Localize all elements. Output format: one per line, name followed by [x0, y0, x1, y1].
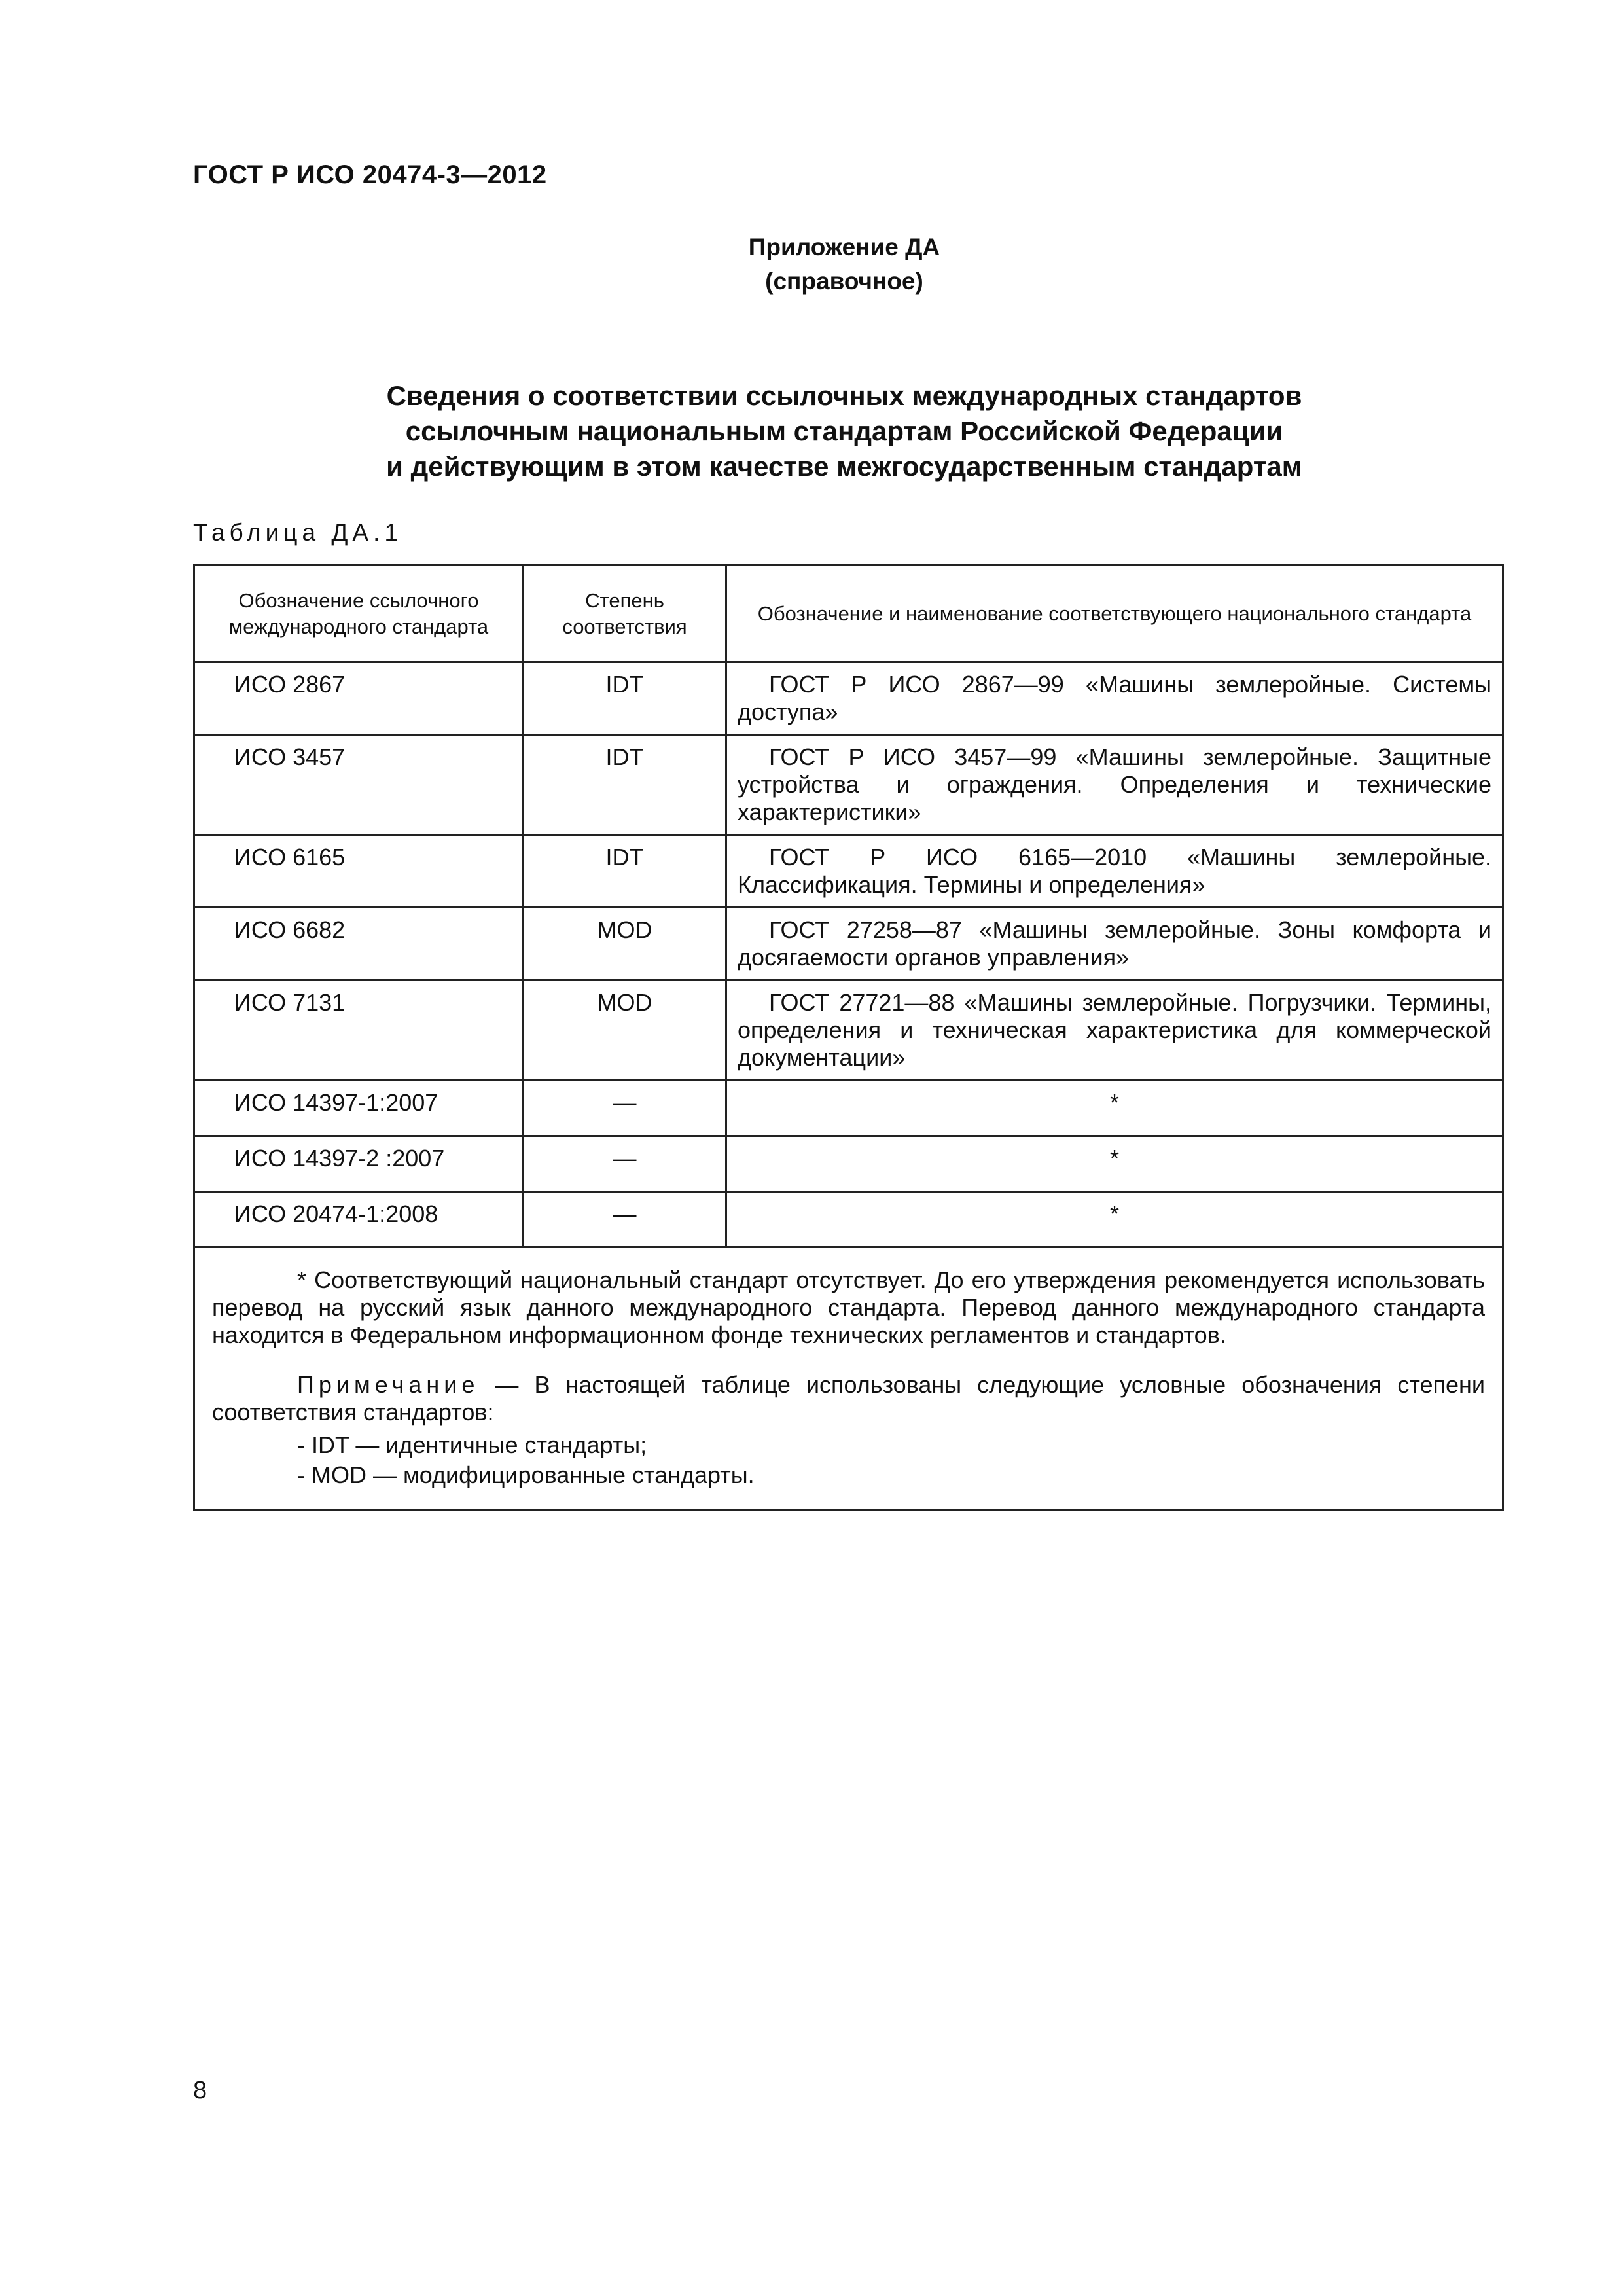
- correspondence-table: [193, 564, 1504, 1511]
- appendix-type: (справочное): [765, 268, 923, 295]
- table-row: [194, 908, 1503, 980]
- cell-international-standard: ИСО 2867: [194, 662, 524, 735]
- appendix-heading: [0, 230, 1623, 298]
- cell-international-standard: ИСО 3457: [194, 735, 524, 835]
- table-row: [194, 735, 1503, 835]
- national-standard-text: ГОСТ 27258—87 «Машины землеройные. Зоны комфорта и досягаемости органов управления»: [738, 916, 1491, 971]
- note-item-idt: - IDT — идентичные стандарты;: [297, 1431, 647, 1458]
- note-label: Примечание: [297, 1371, 480, 1398]
- note-item-mod: - MOD — модифицированные стандарты.: [297, 1462, 755, 1488]
- cell-degree: MOD: [524, 908, 726, 980]
- national-standard-text: ГОСТ 27721—88 «Машины землеройные. Погрузчики. Термины, определения и техническая характеристика для коммерческой документации»: [738, 989, 1491, 1071]
- title-line-3: и действующим в этом качестве межгосударственным стандартам: [386, 451, 1302, 482]
- cell-international-standard: ИСО 14397-2 :2007: [194, 1136, 524, 1192]
- appendix-title: Приложение ДА: [748, 234, 940, 260]
- cell-international-standard: ИСО 6682: [194, 908, 524, 980]
- cell-international-standard: ИСО 6165: [194, 835, 524, 908]
- cell-national-standard: [726, 980, 1503, 1081]
- cell-degree: IDT: [524, 835, 726, 908]
- note-text: — В настоящей таблице использованы следующие условные обозначения степени соответствия стандартов:: [212, 1371, 1485, 1426]
- national-standard-text: ГОСТ Р ИСО 2867—99 «Машины землеройные. Системы доступа»: [738, 671, 1491, 725]
- table-note: [212, 1371, 1485, 1426]
- table-caption: Таблица ДА.1: [193, 519, 402, 546]
- national-standard-text: ГОСТ Р ИСО 3457—99 «Машины землеройные. Защитные устройства и ограждения. Определения и технические характеристики»: [738, 744, 1491, 825]
- cell-international-standard: ИСО 7131: [194, 980, 524, 1081]
- cell-national-standard: [726, 908, 1503, 980]
- table-row: [194, 835, 1503, 908]
- section-title: [0, 378, 1623, 484]
- header-international-standard: Обозначение ссылочного международного стандарта: [194, 565, 524, 662]
- cell-degree: —: [524, 1081, 726, 1136]
- cell-national-standard: *: [726, 1192, 1503, 1247]
- header-national-standard: Обозначение и наименование соответствующего национального стандарта: [726, 565, 1503, 662]
- cell-national-standard: *: [726, 1081, 1503, 1136]
- cell-degree: MOD: [524, 980, 726, 1081]
- national-standard-text: ГОСТ Р ИСО 6165—2010 «Машины землеройные. Классификация. Термины и определения»: [738, 844, 1491, 898]
- table-row: [194, 1192, 1503, 1247]
- cell-degree: IDT: [524, 662, 726, 735]
- table-row: [194, 662, 1503, 735]
- title-line-2: ссылочным национальным стандартам Российской Федерации: [405, 416, 1283, 446]
- cell-national-standard: *: [726, 1136, 1503, 1192]
- cell-national-standard: [726, 662, 1503, 735]
- cell-national-standard: [726, 835, 1503, 908]
- table-header-row: [194, 565, 1503, 662]
- page-number: 8: [193, 2077, 207, 2104]
- cell-international-standard: ИСО 14397-1:2007: [194, 1081, 524, 1136]
- table-notes-cell: [194, 1247, 1503, 1510]
- cell-national-standard: [726, 735, 1503, 835]
- cell-degree: IDT: [524, 735, 726, 835]
- cell-degree: —: [524, 1136, 726, 1192]
- table-row: [194, 1136, 1503, 1192]
- table-footnote: * Соответствующий национальный стандарт отсутствует. До его утверждения рекомендуется использовать перевод на русский язык данного международного стандарта. Перевод данного международного стандарта находится в Федеральном информационном фонде технических регламентов и стандартов.: [212, 1266, 1485, 1348]
- table-row: [194, 980, 1503, 1081]
- document-code: ГОСТ Р ИСО 20474-3—2012: [193, 160, 547, 189]
- title-line-1: Сведения о соответствии ссылочных международных стандартов: [386, 380, 1302, 411]
- cell-international-standard: ИСО 20474-1:2008: [194, 1192, 524, 1247]
- cell-degree: —: [524, 1192, 726, 1247]
- table-notes-row: [194, 1247, 1503, 1510]
- table-row: [194, 1081, 1503, 1136]
- header-degree: Степень соответствия: [524, 565, 726, 662]
